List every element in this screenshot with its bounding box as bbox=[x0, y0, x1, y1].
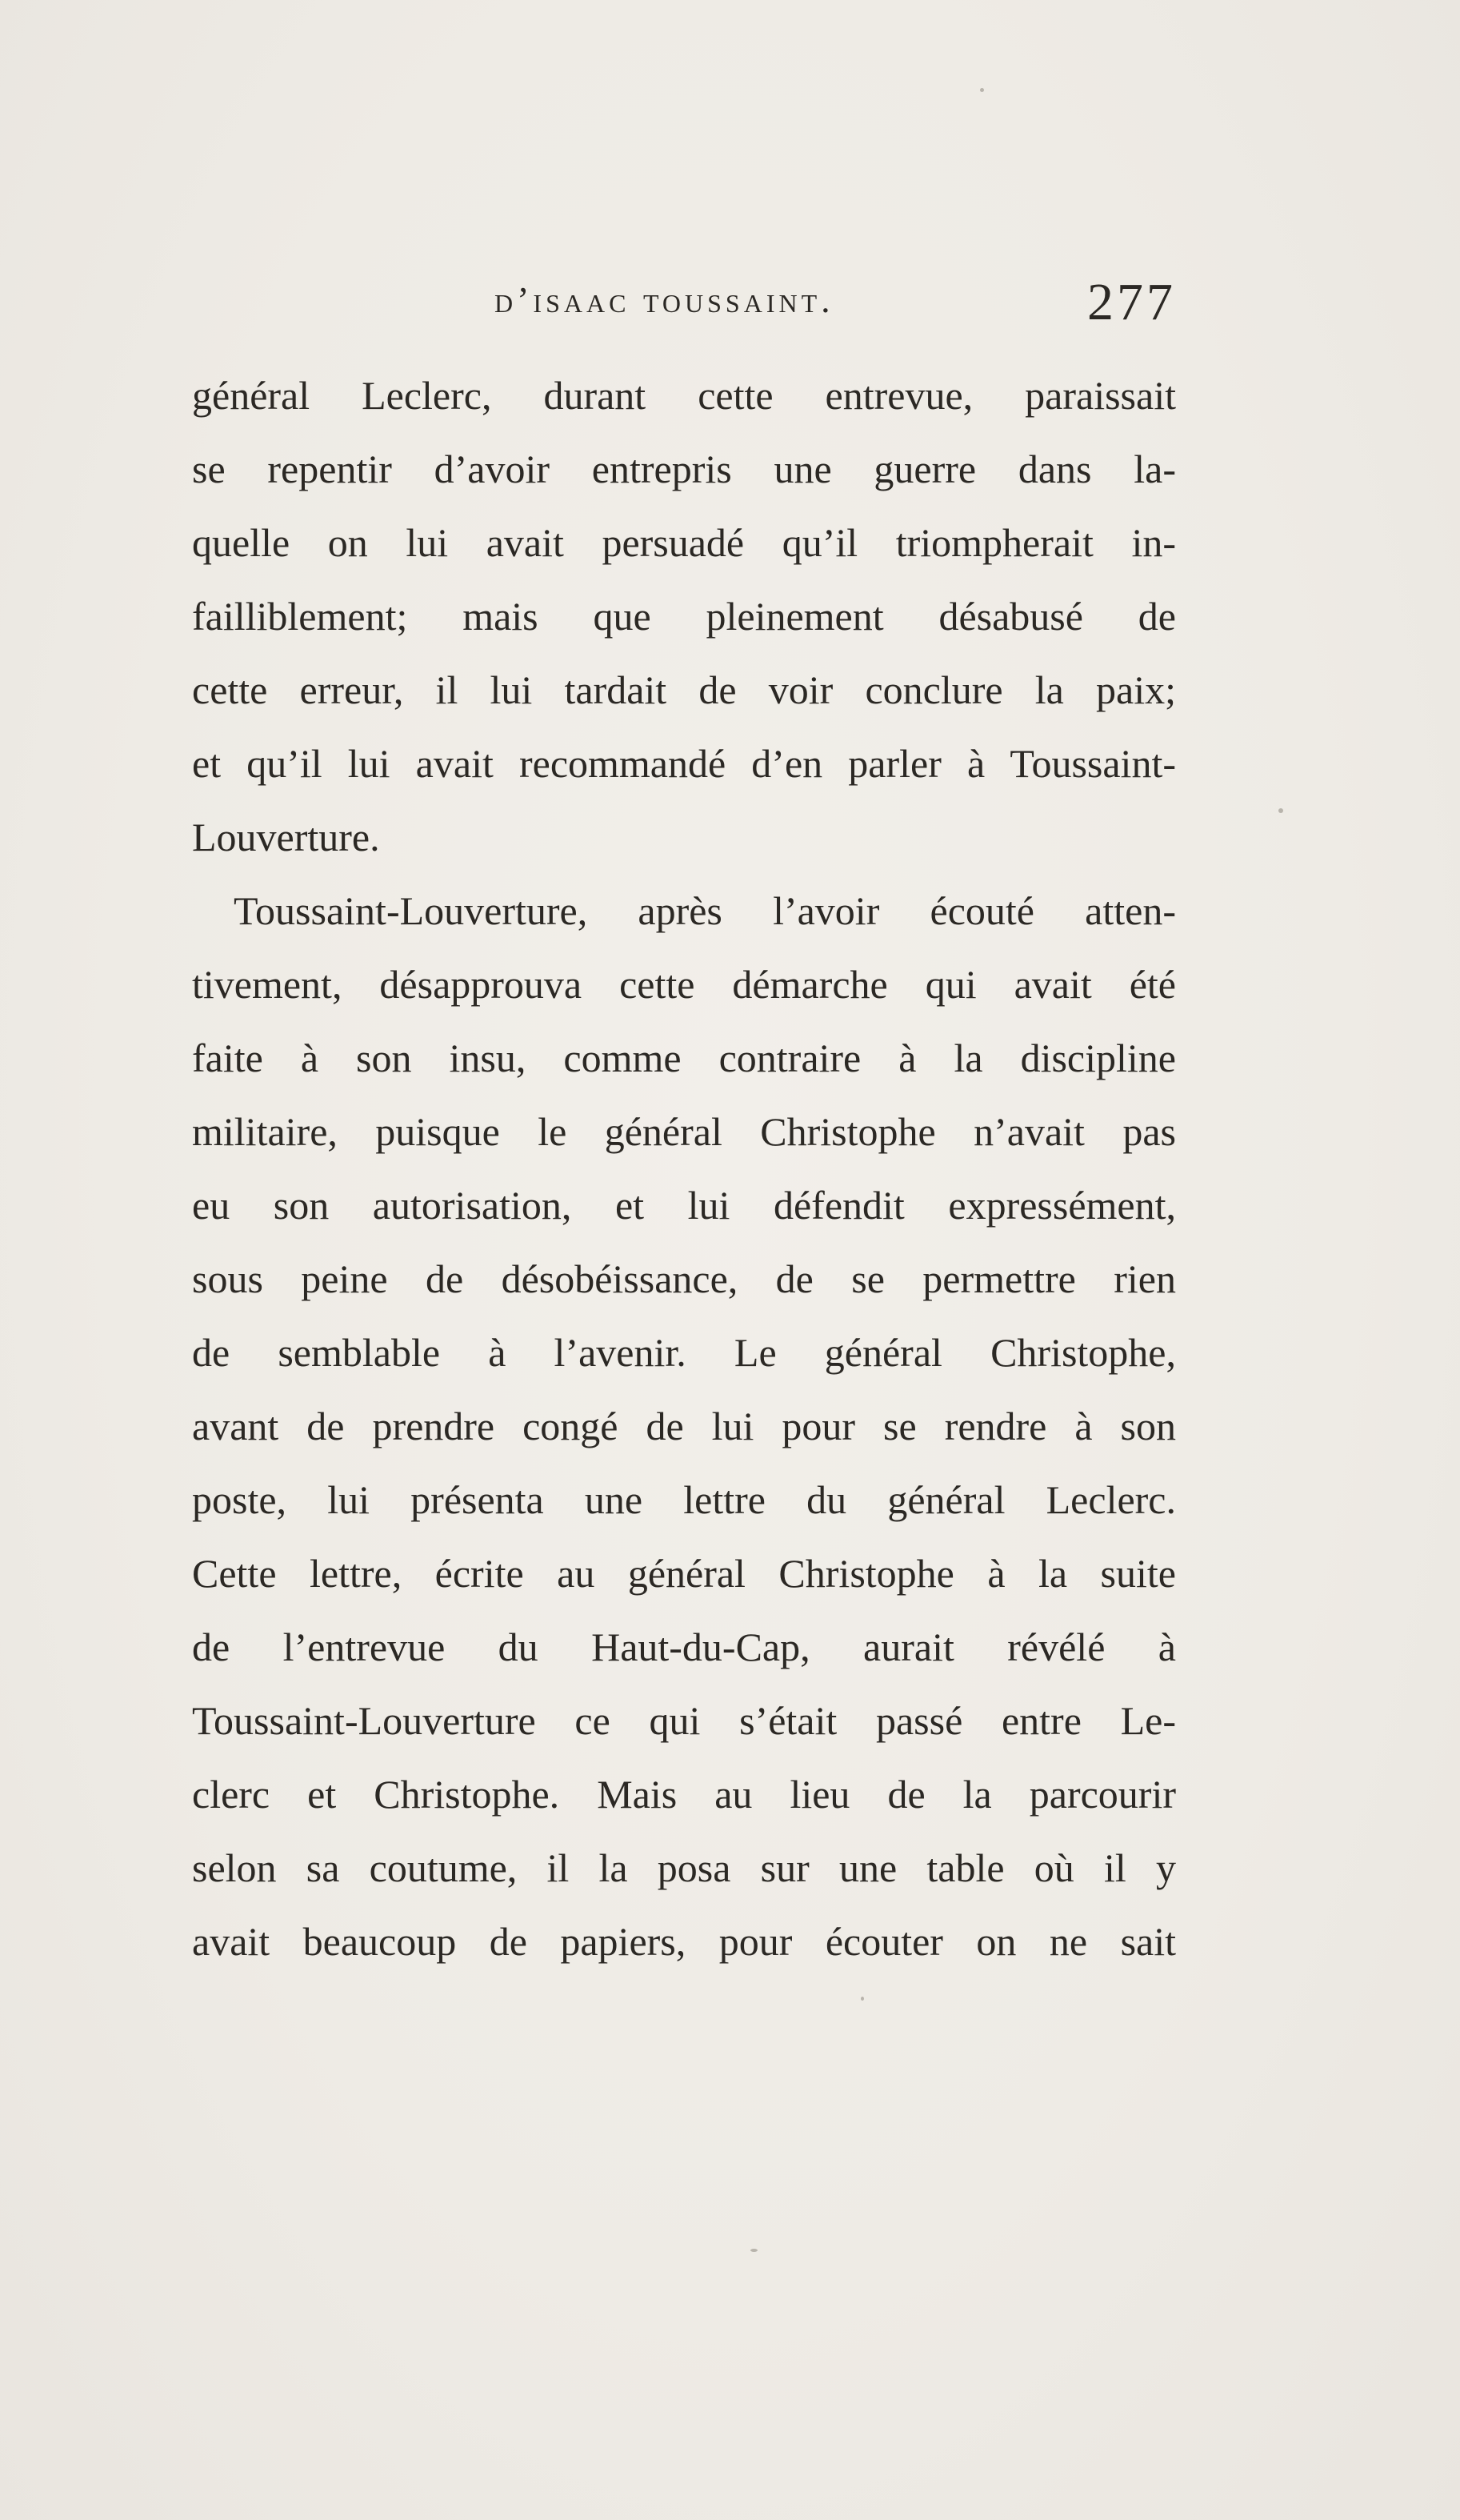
text-line: Cette lettre, écrite au général Christophe à la suite bbox=[192, 1551, 1176, 1596]
text-line: Toussaint-Louverture ce qui s’était passé entre Le- bbox=[192, 1698, 1176, 1743]
running-head bbox=[192, 272, 1176, 336]
page-number: 277 bbox=[1087, 273, 1176, 331]
text-line: sous peine de désobéissance, de se permettre rien bbox=[192, 1256, 1176, 1301]
paper-speck bbox=[750, 2249, 758, 2252]
text-line: clerc et Christophe. Mais au lieu de la parcourir bbox=[192, 1772, 1176, 1817]
text-line: militaire, puisque le général Christophe n’avait pas bbox=[192, 1109, 1176, 1154]
text-line: poste, lui présenta une lettre du général Leclerc. bbox=[192, 1477, 1176, 1522]
text-line: avant de prendre congé de lui pour se rendre à son bbox=[192, 1404, 1176, 1448]
paper-speck bbox=[980, 88, 984, 92]
text-line: cette erreur, il lui tardait de voir conclure la paix; bbox=[192, 667, 1176, 712]
text-line: de l’entrevue du Haut-du-Cap, aurait révélé à bbox=[192, 1625, 1176, 1669]
paper-speck bbox=[1278, 808, 1283, 813]
text-line: de semblable à l’avenir. Le général Christophe, bbox=[192, 1330, 1176, 1375]
text-line: général Leclerc, durant cette entrevue, paraissait bbox=[192, 373, 1176, 418]
text-line: se repentir d’avoir entrepris une guerre dans la- bbox=[192, 447, 1176, 491]
text-line: selon sa coutume, il la posa sur une table où il y bbox=[192, 1845, 1176, 1890]
text-line: avait beaucoup de papiers, pour écouter on ne sait bbox=[192, 1919, 1176, 1964]
paragraph-start-line: Toussaint-Louverture, après l’avoir écouté atten- bbox=[234, 888, 1176, 933]
text-line: tivement, désapprouva cette démarche qui avait été bbox=[192, 962, 1176, 1007]
running-title: d’isaac toussaint. bbox=[494, 279, 834, 320]
text-line: faite à son insu, comme contraire à la discipline bbox=[192, 1036, 1176, 1080]
paragraph-end-line: Louverture. bbox=[192, 815, 380, 859]
body-text bbox=[192, 359, 1176, 1978]
text-line: quelle on lui avait persuadé qu’il triompherait in- bbox=[192, 520, 1176, 565]
paper-speck bbox=[861, 1997, 864, 2001]
text-line: et qu’il lui avait recommandé d’en parler à Toussaint- bbox=[192, 741, 1176, 786]
text-line: eu son autorisation, et lui défendit expressément, bbox=[192, 1183, 1176, 1228]
text-line: failliblement; mais que pleinement désabusé de bbox=[192, 594, 1176, 639]
